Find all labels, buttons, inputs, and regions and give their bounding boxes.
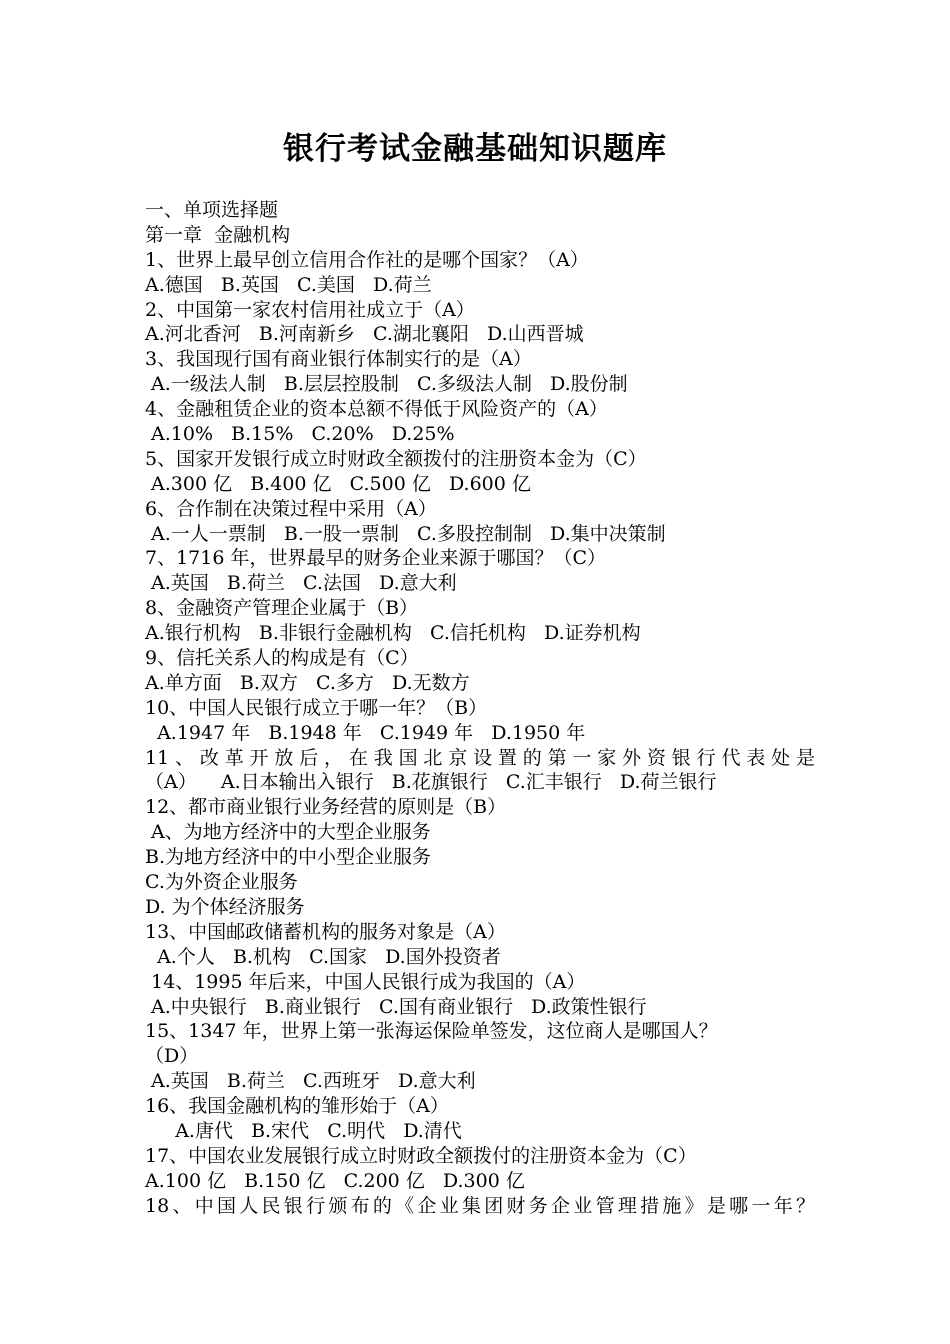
question-1: 1、世界上最早创立信用合作社的是哪个国家？（A） (145, 248, 589, 271)
question-6: 6、合作制在决策过程中采用（A） (145, 497, 437, 520)
question-5: 5、国家开发银行成立时财政全额拨付的注册资本金为（C） (145, 447, 647, 470)
question-8: 8、金融资产管理企业属于（B） (145, 597, 419, 620)
option-12a: A、为地方经济中的大型企业服务 (145, 821, 431, 844)
options-2: A.河北香河 B.河南新乡 C.湖北襄阳 D.山西晋城 (145, 323, 584, 346)
options-3: A.一级法人制 B.层层控股制 C.多级法人制 D.股份制 (145, 373, 628, 396)
question-14: 14、1995 年后来，中国人民银行成为我国的（A） (145, 970, 586, 993)
options-15: A.英国 B.荷兰 C.西班牙 D.意大利 (145, 1070, 476, 1093)
question-10: 10、中国人民银行成立于哪一年？（B） (145, 696, 488, 719)
options-11: （A） A.日本输出入银行 B.花旗银行 C.汇丰银行 D.荷兰银行 (145, 771, 717, 794)
question-15: 15、1347 年，世界上第一张海运保险单签发，这位商人是哪国人？ (145, 1020, 718, 1043)
options-13: A.个人 B.机构 C.国家 D.国外投资者 (145, 945, 501, 968)
question-18: 18、中国人民银行颁布的《企业集团财务企业管理措施》是哪一年？ (145, 1194, 815, 1217)
question-16: 16、我国金融机构的雏形始于（A） (145, 1095, 449, 1118)
question-2: 2、中国第一家农村信用社成立于（A） (145, 298, 475, 321)
question-13: 13、中国邮政储蓄机构的服务对象是（A） (145, 920, 506, 943)
options-6: A.一人一票制 B.一股一票制 C.多股控制制 D.集中决策制 (145, 522, 666, 545)
options-17: A.100 亿 B.150 亿 C.200 亿 D.300 亿 (145, 1169, 525, 1192)
option-12c: C.为外资企业服务 (145, 871, 298, 894)
option-12b: B.为地方经济中的中小型企业服务 (145, 846, 432, 869)
answer-15: （D） (145, 1045, 199, 1068)
options-1: A.德国 B.英国 C.美国 D.荷兰 (145, 273, 432, 296)
question-9: 9、信托关系人的构成是有（C） (145, 647, 419, 670)
options-8: A.银行机构 B.非银行金融机构 C.信托机构 D.证券机构 (145, 622, 641, 645)
question-4: 4、金融租赁企业的资本总额不得低于风险资产的（A） (145, 398, 608, 421)
question-11: 11、改革开放后，在我国北京设置的第一家外资银行代表处是 (145, 746, 815, 769)
question-17: 17、中国农业发展银行成立时财政全额拨付的注册资本金为（C） (145, 1144, 697, 1167)
options-7: A.英国 B.荷兰 C.法国 D.意大利 (145, 572, 457, 595)
option-12d: D. 为个体经济服务 (145, 895, 305, 918)
document-body (145, 198, 815, 1219)
question-7: 7、1716 年，世界最早的财务企业来源于哪国？（C） (145, 547, 607, 570)
options-14: A.中央银行 B.商业银行 C.国有商业银行 D.政策性银行 (145, 995, 647, 1018)
document-title: 银行考试金融基础知识题库 (283, 131, 667, 167)
options-16: A.唐代 B.宋代 C.明代 D.清代 (145, 1119, 462, 1142)
question-12: 12、都市商业银行业务经营的原则是（B） (145, 796, 507, 819)
question-3: 3、我国现行国有商业银行体制实行的是（A） (145, 348, 532, 371)
options-9: A.单方面 B.双方 C.多方 D.无数方 (145, 671, 470, 694)
options-10: A.1947 年 B.1948 年 C.1949 年 D.1950 年 (145, 721, 586, 744)
options-5: A.300 亿 B.400 亿 C.500 亿 D.600 亿 (145, 472, 531, 495)
section-heading: 一、单项选择题 (145, 199, 279, 221)
chapter-heading: 第一章 金融机构 (145, 223, 291, 246)
options-4: A.10% B.15% C.20% D.25% (145, 423, 455, 446)
